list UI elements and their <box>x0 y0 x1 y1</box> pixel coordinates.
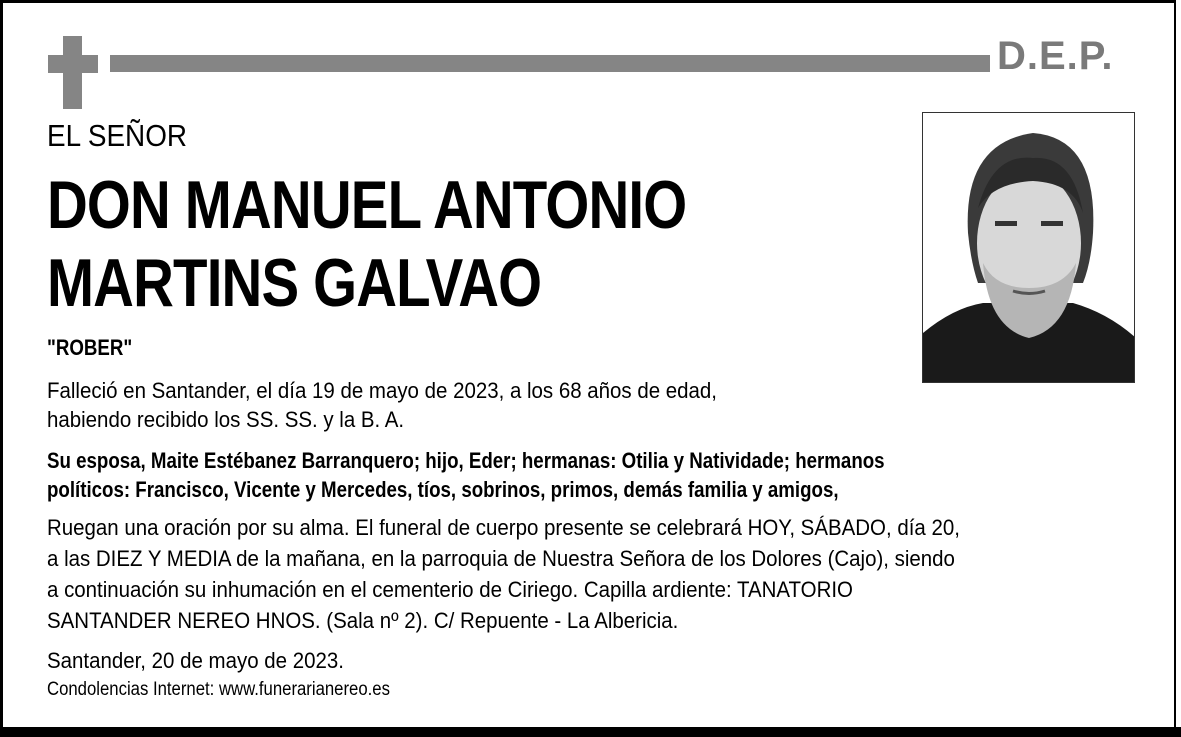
family-line: Su esposa, Maite Estébanez Barranquero; hijo, Eder; hermanas: Otilia y Natividade; hermanos <box>47 448 885 473</box>
deceased-name-line2: MARTINS GALVAO <box>47 245 542 321</box>
nickname: "ROBER" <box>47 335 133 360</box>
cross-icon-arm <box>48 55 98 73</box>
portrait-photo <box>922 112 1135 383</box>
title-prefix: EL SEÑOR <box>47 118 188 153</box>
funeral-line: Ruegan una oración por su alma. El funeral de cuerpo presente se celebrará HOY, SÁBADO, día 20, <box>47 515 960 540</box>
family-line: políticos: Francisco, Vicente y Mercedes, tíos, sobrinos, primos, demás familia y amigos, <box>47 477 839 502</box>
death-notice-line: Falleció en Santander, el día 19 de mayo de 2023, a los 68 años de edad, <box>47 378 717 403</box>
deceased-name-line1: DON MANUEL ANTONIO <box>47 167 687 243</box>
header-rule <box>110 55 990 72</box>
funeral-line: a las DIEZ Y MEDIA de la mañana, en la parroquia de Nuestra Señora de los Dolores (Cajo), siendo <box>47 546 955 571</box>
condolences: Condolencias Internet: www.funerarianereo.es <box>47 679 390 700</box>
death-notice-line: habiendo recibido los SS. SS. y la B. A. <box>47 407 405 432</box>
bottom-bar <box>0 727 1181 737</box>
funeral-line: a continuación su inhumación en el cementerio de Ciriego. Capilla ardiente: TANATORIO <box>47 577 853 602</box>
place-date: Santander, 20 de mayo de 2023. <box>47 648 344 673</box>
dep-label: D.E.P. <box>997 34 1114 78</box>
funeral-line: SANTANDER NEREO HNOS. (Sala nº 2). C/ Repuente - La Albericia. <box>47 608 679 633</box>
